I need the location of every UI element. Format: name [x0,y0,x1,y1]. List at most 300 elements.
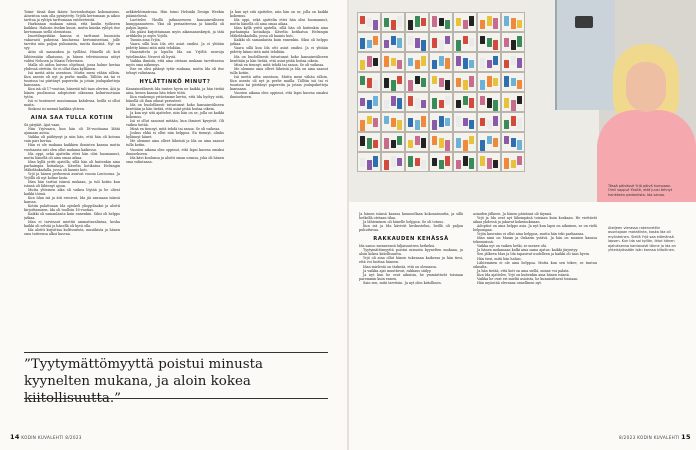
paragraph: Idan kyllä yritti ajatella, sillä hän oli kuitenkin aina parhaimpia kotiaikoja. Kävelin kotikatua Helsingin Mäkelänkadulla, jossa oli kaunis koti. [24,159,120,172]
paragraph: Kun vanhempi ystävämme kertoi, että Ida hyötyy siitä, hänellä oli ihan oikeat perusteet. [126,94,224,103]
sample-chip [439,40,444,51]
sample-chip [480,36,485,44]
shelf-cell [477,112,501,132]
paragraph: Haastattelu ja lopulta Ida sai Yrjöltä neuvoja työelämään. Neuvot oli hyviä. [126,50,224,59]
paragraph: Lähteminen ei ole aina helppoa. Mutta kun sen tekee, se tuntuu oikealta. [473,260,597,269]
sample-chip [408,156,413,167]
right-column-1 [359,212,463,426]
shelf-cell [429,112,453,132]
sample-chip [439,100,444,108]
sample-chip [408,140,413,148]
sample-chip [408,118,413,127]
sample-chip [373,80,378,91]
sample-chip [360,98,365,106]
paragraph: Mutta yhteinen aika oli vaikea löytää ja he olivat kaikki töissä. [24,187,120,197]
sample-chip [432,76,437,84]
sample-chip [367,56,372,67]
sample-chip [360,76,365,85]
shelf-cell [429,92,453,112]
left-column-2 [126,10,224,344]
sample-chip [421,78,426,87]
sample-chip [504,136,509,144]
magazine-issue: 8/2023 KODIN KUVALEHTI [619,435,680,440]
sample-chip [421,18,426,26]
shelf-cell [405,92,429,112]
paragraph: Isä meitä aitta asentoon. Mutta meni vähän silloin. Kun asento oli nyt ja perhe mailla. Tällöin isä tai vi tuurissa tai piirtänyt papereita ja jotain joulupaketteja kanssaan. [230,74,328,91]
sample-chip [463,80,468,90]
paragraph: Vaikka oli päihtynyt ja niin hän, että hän oli kotona vain pari kertaa. [24,135,120,144]
paragraph: Itse en olisi pitänyt tytär mukana, mutta Ida oli itse tehnyt valintansa. [126,66,224,75]
paragraph: Tyytymättömyyttä poistui minusta kyynelten mukana, ja aloin kokea kiitollisuutta. [359,248,463,257]
paragraph: Me olemme aina olleet läheisiä ja Ida on aina saanut tulla kotiin. [126,139,224,148]
sample-chip [511,116,516,126]
paragraph: Ida sanoo menneensä hiljaisuuteen hetkeksi. [359,244,436,249]
sample-chip [397,136,402,145]
sample-chip [517,58,522,68]
sample-chip [397,60,402,69]
sample-chip [493,138,498,147]
paragraph: Vaara sillä kun Ida otti asiat omiksi. Ja ei yhtään pidetty kiinni siitä mitä tehdään. [230,46,328,55]
sample-chip [391,140,396,148]
shelf-cell [357,12,381,32]
shelf-cell [501,112,525,132]
portrait-photo [349,0,696,202]
paragraph: Idan mielestä on tärkeää, että on olemassa. [363,264,438,269]
shelf-cell [405,52,429,72]
photo-caption-1 [608,184,680,197]
shelf-cell [357,32,381,52]
sample-shelf [357,12,527,180]
sample-chip [391,118,396,127]
paragraph: Kun Idan isä ja äiti erosivat, Ida jäi asumaan isänsä kanssa. [24,196,120,205]
paragraph: Niin Yrjövaara, kun hän oli 18-vuotiaana lähtä ajamaan autoa. [24,127,120,136]
sample-chip [469,158,474,169]
sample-chip [456,56,461,66]
shelf-cell [381,52,405,72]
sample-chip [439,56,444,66]
sample-chip [480,118,485,126]
paragraph: Aitio oli manaukea ja työlläni. Hänellä oli koti lähtiessään olkaisuun, ja hänen televisioonsa niityt valitsi Nelosen ja Maxin Television. [24,50,120,63]
shelf-cell [381,132,405,152]
sample-chip [421,56,426,66]
paragraph: Ja kun nyt sitä ajattelee, niin hän on se, jolla on kaikki kokemus. [230,10,328,19]
sample-chip [367,138,372,149]
sample-chip [493,56,498,65]
shelf-cell [381,112,405,132]
section-heading: RAKKAUDEN KEHÄSSÄ [373,236,449,243]
caption-text: Ateljeen vierassa rakennettiin asuntojaan mataitinta, koska Ida oli myönteinen. Siellä Yrjö saa elämänsä lapsen. Kun Ida sai kyllän, ikkoi hänen ajatuksensa kantavasti tänne ja Ida on yhteistyössään isän kanssa kiitollinen. [608,226,676,253]
sample-chip [439,18,444,26]
sample-chip [408,80,413,91]
photo-caption-2 [608,226,680,252]
sample-chip [456,116,461,127]
magazine-issue: KODIN KUVALEHTI 8/2023 [21,435,82,440]
sample-chip [360,60,365,70]
shelf-cell [501,52,525,72]
shelf-cell [501,152,525,172]
paragraph: Minä en tiennyt, mitä tehdä tai sanoa. Se oli vaikeaa. [130,127,221,132]
paragraph: Hän ei ole mukana kaikkien ihmisten kanssa mutta vuotiaasta asti olen ollut mukana kaikessa. [24,143,120,152]
sample-chip [463,156,468,166]
sample-chip [384,116,389,124]
shelf-cell [453,12,477,32]
right-folio [619,433,691,441]
paragraph: Hän tiesi, mitä hän halusi. [477,256,522,261]
paragraph: Yrjö ja Ida ovat nyt lähempänä toisiaan kuin koskaan. He viettävät aikaa yhdessä ja jakavat kokemuksiaan. [473,216,597,225]
shelf-cell [477,152,501,172]
sample-chip [373,20,378,30]
sample-chip [360,38,365,49]
sample-chip [360,120,365,131]
sample-chip [517,118,522,129]
sample-chip [493,100,498,111]
sample-chip [439,78,444,87]
sample-chip [367,100,372,109]
paragraph: Ida on huolellisesti tutustunut koko kansainväliseen kenttään ja hän tietää, että asiat pitää hoitaa oikein. [126,102,224,112]
sample-chip [415,98,420,109]
sample-chip [511,18,516,29]
paragraph: Sä pärjäät. Ajat vaan. [24,123,61,128]
sample-chip [384,78,389,88]
sample-chip [463,140,468,151]
sample-chip [384,138,389,149]
sample-chip [517,80,522,89]
sample-chip [511,100,516,111]
sample-chip [487,120,492,129]
paragraph: Hän myöntää olevansa onnellinen nyt. [477,280,542,285]
sample-chip [384,18,389,27]
shelf-cell [477,52,501,72]
shelf-cell [501,72,525,92]
sample-chip [421,138,426,148]
shelf-cell [501,12,525,32]
sample-chip [463,36,468,44]
sample-chip [456,40,461,51]
sample-chip [517,20,522,28]
sample-chip [511,78,516,86]
sample-chip [397,16,402,27]
sample-chip [397,158,402,166]
sample-chip [487,38,492,47]
sample-chip [469,76,474,87]
paragraph: Kansainvälisesti Ida tuntee hyvin ne kaikki, ja hän tietää aina, kenen kanssa hän tekee töitä. [126,86,224,95]
sample-chip [439,116,444,127]
paragraph: Kun Ida ajattelee, Yrjö on kuitenkin aina hänen isänsä. [477,272,570,277]
sample-chip [432,120,437,130]
shelf-cell [453,32,477,52]
section-heading: AINA SAA TULLA KOTIIN [30,115,114,122]
quote-rule-bottom [24,398,328,399]
sample-chip [445,20,450,29]
sample-chip [469,60,474,68]
sample-chip [391,80,396,91]
sample-chip [421,100,426,108]
paragraph: Yrjön kasvatus ei ollut aina helppoa, mutta hän teki parhaansa. [477,232,585,237]
sample-chip [493,78,498,86]
sample-chip [517,140,522,150]
sample-chip [463,96,468,105]
sample-chip [445,140,450,151]
sample-chip [373,118,378,127]
sample-chip [415,136,420,145]
sample-chip [432,98,437,109]
sample-chip [367,18,372,27]
shelf-cell [357,92,381,112]
left-page [0,0,347,450]
sample-chip [445,36,450,44]
sample-chip [480,80,485,90]
sample-chip [445,58,450,69]
paragraph: Isä ei tunteneet muutamaan kahdessa, heillä ei ollut maita. [24,99,120,108]
sample-chip [511,160,516,168]
paragraph: Ida pääsi kirjoittamaan myös aikamanuskripti, ja tätä artikkelia ja myös Yrjölä. [126,30,224,39]
shelf-cell [453,112,477,132]
paragraph: Ja lähteminen oli hänelle helppoa. Se oli totuus. [363,220,445,225]
paragraph: Sain sen, mitä tarvitsin. Ja nyt olen kiitollinen. [363,280,442,285]
shelf-cell [381,72,405,92]
sample-chip [432,136,437,145]
paragraph: Ja nyt kun he ovat aikuisia, he ymmärtävät toisiaan paremmin kuin ennen. [359,272,463,281]
sample-chip [397,98,402,109]
sample-chip [391,36,396,45]
sample-chip [456,138,461,148]
shelf-cell [453,92,477,112]
pull-quote [24,356,328,407]
sample-chip [391,58,396,66]
page-number: 14 [10,433,20,441]
quote-rule-top [24,352,328,353]
right-column-2 [473,212,597,426]
paragraph: Ida oppi, sekä ajattelin ettei hän olisi huomannut, mutta hänellä oli aina omaa aikaa. [24,151,120,160]
shelf-cell [381,152,405,172]
paragraph: Ja hän tietää, että koti on aina siellä, minne voi palata. [477,268,570,273]
paragraph: Kaikki oli samanlaista kuin ennenkin. Siksi oli helppo jatkaa. [230,38,328,47]
shelf-cell [477,72,501,92]
left-column-1 [24,10,120,344]
sample-chip [511,40,516,50]
sample-chip [439,138,444,148]
paragraph: Vaara sillä kun Ida otti asiat omiksi. Ja ei yhtään pidetty kiinni siitä mitä tehdään. [126,42,224,51]
sample-chip [504,38,509,47]
sample-chip [487,136,492,144]
sample-chip [373,96,378,106]
sample-chip [408,36,413,45]
sample-chip [373,36,378,45]
sample-chip [360,136,365,146]
sample-chip [391,156,396,167]
sample-chip [415,76,420,84]
shelf-cell [405,32,429,52]
sample-chip [469,120,474,129]
sample-chip [493,18,498,29]
paragraph: Ja hänen isänsä kanssa kuunnellaan kokonaisuutta, ja sillä hetkellä otetaan tilaa. [359,212,463,221]
paragraph: Kotiin palattuaan Ida opiskeli ylioppilaaksi ja aloitti kirjoittamisen. Ida oli tuolloin 16-vuotias. [24,204,120,213]
paragraph: Imortilmpeitään kanssa ei tarttunut huomiota vakavasti puheissa kuuluessa kertomisestani, jolle tarvitsi niin paljon puhumista, mutta ihmisiä. Nyt on syy. [24,34,120,51]
sample-chip [493,40,498,50]
shelf-cell [477,32,501,52]
paragraph: arkkitehtimatrona. Hän toimi Helsinki Design Weekin päämiehenä. [126,10,224,19]
paragraph: Idan ei tarvinnut miettiä ammatinvalintaa, koska kaikki oli selvää ja hänellä oli hyvä olla. [24,220,120,229]
shelf-cell [429,32,453,52]
shelf-cell [477,12,501,32]
sample-chip [487,76,492,87]
sample-chip [432,16,437,27]
sample-chip [480,140,485,151]
paragraph: Kaikki oli samanlaista kuin ennenkin. Siksi oli helppo jatkaa. [24,212,120,221]
sample-chip [415,60,420,69]
sample-chip [456,18,461,26]
paragraph: Malla oli aidon koivun ohjelmat, jossa kolme kertaa yhdessä otettiin. Se ei ollut ihan kylläinen. [24,62,120,71]
sample-chip [397,76,402,84]
paragraph: Ja hänen mukanaan kulki aina sama ajatus: kaikki järjestyy. [477,248,579,253]
sample-chip [373,156,378,167]
pull-quote-text: ”Tyytymättömyyttä poistui minusta kyynelten mukana, ja aloin kokea kiitollisuutta.” [24,357,263,406]
paragraph: Harkinnan mukaan niissä, että kuulin työkseen kaikkea. Halusin itsekin kuusi, mutta kuinka ryhtyä itse kertomaan siellä olemistani. [24,22,120,35]
sample-chip [421,160,426,169]
sample-chip [445,156,450,166]
shelf-cell [405,132,429,152]
paragraph: Sinkoni isi mennä kaikkia yhteen. [28,107,86,112]
caption-text: Tässä päivässä Yrjö päivä humpaan. Omii sapput Yksitti, että juusi tehnyt hankkeen pedantista. Ida sanoo. [608,184,673,197]
paragraph: Isä ei ollut sanonut mitään, kun ihmiset kysyivät. Oli vaikea tietää. [126,119,224,128]
sample-chip [445,80,450,90]
sample-chip [415,16,420,27]
shelf-cell [405,152,429,172]
sample-chip [373,140,378,148]
paragraph: Kun isä oli 17-vuotias, hänestä tuli taas olevien. Äiti ja hänen puolisonsa adoptoivat oikeansa kolmivuotiaan tytön. [24,86,120,99]
sample-chip [487,98,492,108]
shelf-cell [453,52,477,72]
sample-chip [456,78,461,87]
sample-chip [480,156,485,166]
paragraph: Luettelee Yksillä jatkuneeseen kansainväliseen kumppanuuteen. Yksi oli periaatteessa ja hänellä oli paljon lapsia. [126,18,224,31]
person-face [626,62,666,112]
sample-chip [415,120,420,130]
sample-chip [432,158,437,166]
paragraph: asiaiden jälkeen. Ja hänen päivänsä oli täynnä. [473,212,553,216]
sample-chip [511,138,516,147]
shelf-cell [501,32,525,52]
sample-chip [391,20,396,30]
sample-chip [367,160,372,170]
sample-chip [421,40,426,51]
sample-chip [408,58,413,66]
sample-chip [367,116,372,124]
shelf-cell [429,12,453,32]
sample-chip [517,96,522,104]
sample-chip [517,156,522,165]
sample-chip [504,76,509,87]
sample-chip [463,20,468,29]
sample-chip [391,96,396,106]
sample-chip [456,160,461,169]
shelf-cell [453,152,477,172]
shelf-cell [357,132,381,152]
paragraph: Ida aloitti kirjoittaa kulttuurista, musiikista ja hänen oma taiteensa alkoi kasvaa. [24,228,120,237]
sample-chip [487,16,492,26]
sample-chip [511,56,516,65]
sample-chip [432,38,437,48]
sample-chip [504,120,509,129]
sample-chip [408,20,413,30]
sample-chip [469,98,474,108]
sample-chip [367,78,372,88]
shelf-cell [429,152,453,172]
paragraph: Ja kun nyt sitä ajattelee, niin hän on se, jolla on kaikki kokemus. [126,111,224,120]
sample-chip [487,158,492,169]
shelf-cell [405,72,429,92]
shelf-cell [381,92,405,112]
sample-chip [397,38,402,48]
paragraph: Vaikka ihmisiä, että aina otetaan mukaan tarvittaessa myös oma näkemys. [126,58,224,67]
sample-chip [504,16,509,26]
shelf-cell [477,132,501,152]
shelf-cell [357,112,381,132]
sample-chip [421,116,426,127]
paragraph: Idan nimi on Maxin ja Onkarin ystävä. Ja hän on monien kanssa tekemisissä. [473,236,597,245]
shelf-cell [357,72,381,92]
paragraph: Toimi- tässä ilam ikäeiv, hovionhoitajan kokonaisuus. Aineistoa sain olla pysäytetty. Yrjölä kertomaan ja aikoo tarttua ja ryhtyä tarttumaan entiteeteistä. [24,10,120,23]
shelf-cell [477,92,501,112]
sample-chip [504,158,509,169]
sample-chip [373,58,378,66]
shelf-cell [429,132,453,152]
shelf-cell [381,12,405,32]
sample-chip [445,118,450,126]
paragraph: Yrjö ja hänen perheensä asuivat vuosia Lontoossa. Ja Yrjöllä oli nyt kolme lasta. [24,171,120,180]
lamp [575,16,593,28]
paragraph: Ida on huolellisesti tutustunut koko kansainväliseen kenttään ja hän tietää, että asiat pitää hoitaa oikein. [230,54,328,63]
paragraph: Sen jälkeen Max ja Ida tapasivat uudelleen ja kaikki oli taas hyvin. [477,252,590,257]
paragraph: Joskus ehkä ei ollut niin helppoa. En tiennyt, olinko hylännyt hänet. [126,131,224,140]
left-folio [10,433,82,441]
sample-chip [384,100,389,109]
sample-chip [432,60,437,69]
shelf-cell [405,12,429,32]
sample-chip [469,38,474,47]
sample-chip [463,58,468,69]
sample-chip [493,116,498,126]
sample-chip [480,58,485,69]
sample-chip [493,160,498,168]
shelf-cell [357,52,381,72]
shelf-cell [429,52,453,72]
paragraph: Minä en tiennyt, mitä tehdä tai sanoa. Se oli vaikeaa. [234,62,325,67]
sample-chip [384,160,389,170]
paragraph: Idan kyllä yritti ajatella, sillä hän oli kuitenkin aina parhaimpia kotiaikoja. Kävelin kotikatua Helsingin Mäkelänkadulla, jossa oli kaunis koti. [230,26,328,39]
sample-chip [415,38,420,48]
sample-chip [456,100,461,108]
sample-chip [463,118,468,126]
paragraph: Vuosien aikana olen oppinut, että lapsi kasvaa omaksi ihmisekseen. [126,147,224,156]
sample-chip [360,158,365,167]
sample-chip [504,98,509,108]
shelf-cell [501,132,525,152]
sample-chip [517,36,522,47]
sample-chip [360,16,365,24]
paragraph: Isä meitä aitta asentoon. Mutta meni vähän silloin. Kun asento oli nyt ja perhe mailla. Tällöin isä tai vi tuurissa tai piirtänyt papereita ja jotain joulupaketteja kanssaan. [24,70,120,87]
paragraph: Kun isä ja Ida kävivät keskustelun, heillä oli paljon puhuttavaa. [359,224,463,233]
sample-chip [408,96,413,106]
sample-chip [487,60,492,68]
paragraph: Yrjö oli aina ollut hänen tukenaan kaikessa ja hän tiesi, että voi luottaa häneen. [359,256,463,265]
sample-chip [367,40,372,48]
shelf-cell [501,92,525,112]
shelf-cell [429,72,453,92]
paragraph: Tunsin aina Yrjön. [130,38,161,43]
paragraph: Vuosien aikana olen oppinut, että lapsi kasvaa omaksi ihmisekseen. [230,90,328,99]
paragraph: Me olemme aina olleet läheisiä ja Ida on aina saanut tulla kotiin. [230,66,328,75]
